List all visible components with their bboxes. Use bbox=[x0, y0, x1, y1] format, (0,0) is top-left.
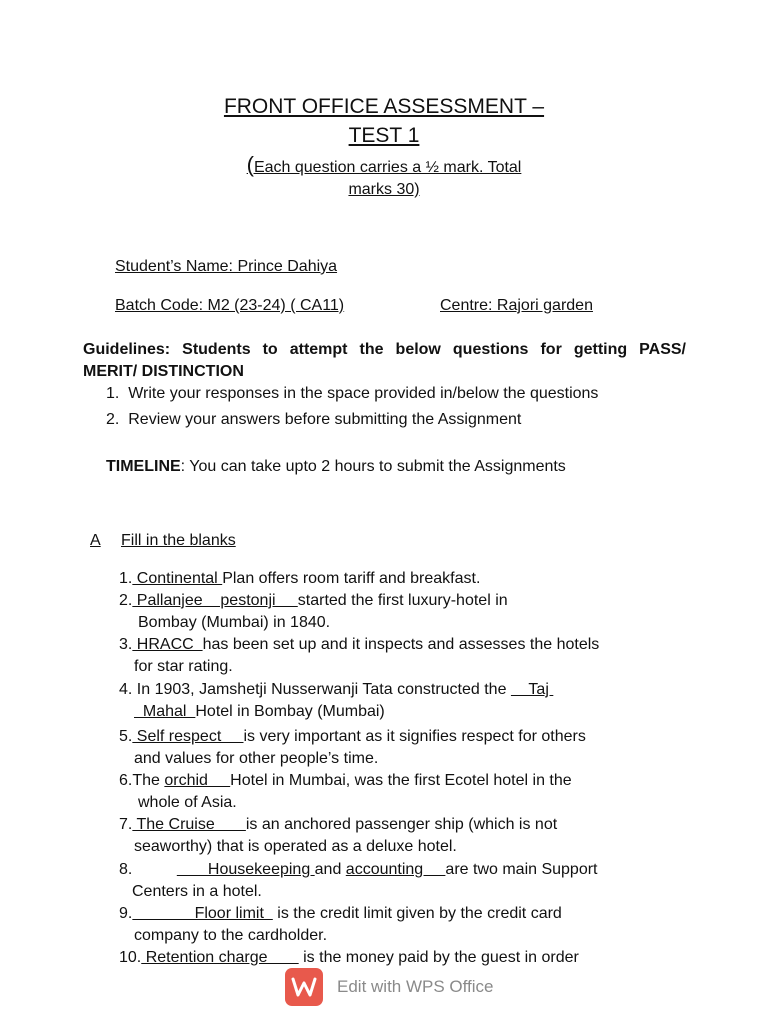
question-4: 4. In 1903, Jamshetji Nusserwanji Tata constructed the Taj bbox=[119, 681, 554, 698]
student-name: Student’s Name: Prince Dahiya bbox=[115, 258, 338, 275]
section-letter: A bbox=[90, 532, 101, 549]
timeline-label: TIMELINE bbox=[106, 458, 181, 475]
wps-edit-button[interactable] bbox=[285, 968, 494, 1006]
answer-5: Self respect bbox=[132, 728, 244, 745]
marks-note bbox=[0, 152, 768, 178]
question-6-cont: whole of Asia. bbox=[138, 794, 237, 811]
question-3: 3. HRACC has been set up and it inspects and assesses the hotels bbox=[119, 636, 600, 653]
guideline-item-2: 2. Review your answers before submitting the Assignment bbox=[106, 411, 522, 428]
question-6: 6.The orchid Hotel in Mumbai, was the first Ecotel hotel in the bbox=[119, 772, 572, 789]
guidelines-heading: Guidelines: Students to attempt the below questions for getting PASS/ bbox=[83, 341, 686, 358]
question-9-cont: company to the cardholder. bbox=[134, 927, 328, 944]
question-1: 1. Continental Plan offers room tariff and breakfast. bbox=[119, 570, 481, 587]
answer-1: Continental bbox=[132, 570, 223, 587]
question-7: 7. The Cruise is an anchored passenger ship (which is not bbox=[119, 816, 558, 833]
question-2-cont: Bombay (Mumbai) in 1840. bbox=[138, 614, 331, 631]
answer-2: Pallanjee pestonji bbox=[132, 592, 298, 609]
question-7-cont: seaworthy) that is operated as a deluxe hotel. bbox=[134, 838, 457, 855]
question-5-cont: and values for other people’s time. bbox=[134, 750, 379, 767]
answer-9: Floor limit bbox=[132, 905, 273, 922]
answer-10: Retention charge bbox=[141, 949, 299, 966]
centre: Centre: Rajori garden bbox=[440, 297, 593, 314]
answer-8a: Housekeeping bbox=[176, 861, 315, 878]
timeline bbox=[106, 458, 566, 476]
question-9: 9. Floor limit is the credit limit given by the credit card bbox=[119, 905, 562, 922]
answer-4: Taj bbox=[510, 681, 554, 698]
question-3-cont: for star rating. bbox=[134, 658, 233, 675]
guideline-item-1: 1. Write your responses in the space provided in/below the questions bbox=[106, 385, 599, 402]
answer-7: The Cruise bbox=[132, 816, 246, 833]
question-8: 8. Housekeeping and accounting are two main Support bbox=[119, 861, 598, 878]
question-8-cont: Centers in a hotel. bbox=[132, 883, 262, 900]
answer-8b: accounting bbox=[345, 861, 446, 878]
timeline-text: : You can take upto 2 hours to submit the Assignments bbox=[180, 458, 566, 475]
marks-note-line2: marks 30) bbox=[348, 181, 420, 198]
page-title: FRONT OFFICE ASSESSMENT – bbox=[223, 95, 545, 118]
answer-4-cont: Mahal bbox=[134, 703, 196, 720]
wps-logo-icon bbox=[285, 968, 323, 1006]
guidelines-heading-line2: MERIT/ DISTINCTION bbox=[83, 363, 244, 380]
answer-3: HRACC bbox=[132, 636, 203, 653]
answer-6: orchid bbox=[164, 772, 231, 789]
section-title: Fill in the blanks bbox=[121, 532, 236, 549]
question-2: 2. Pallanjee pestonji started the first luxury-hotel in bbox=[119, 592, 508, 609]
question-5: 5. Self respect is very important as it signifies respect for others bbox=[119, 728, 586, 745]
batch-code: Batch Code: M2 (23-24) ( CA11) bbox=[115, 297, 345, 314]
wps-edit-label: Edit with WPS Office bbox=[337, 977, 494, 996]
paren-open: ( bbox=[246, 152, 254, 177]
question-4-cont: Mahal Hotel in Bombay (Mumbai) bbox=[134, 703, 385, 720]
page-title-line2: TEST 1 bbox=[348, 124, 420, 147]
question-10: 10. Retention charge is the money paid by the guest in order bbox=[119, 949, 579, 966]
marks-note-line1: Each question carries a ½ mark. Total bbox=[253, 159, 522, 176]
